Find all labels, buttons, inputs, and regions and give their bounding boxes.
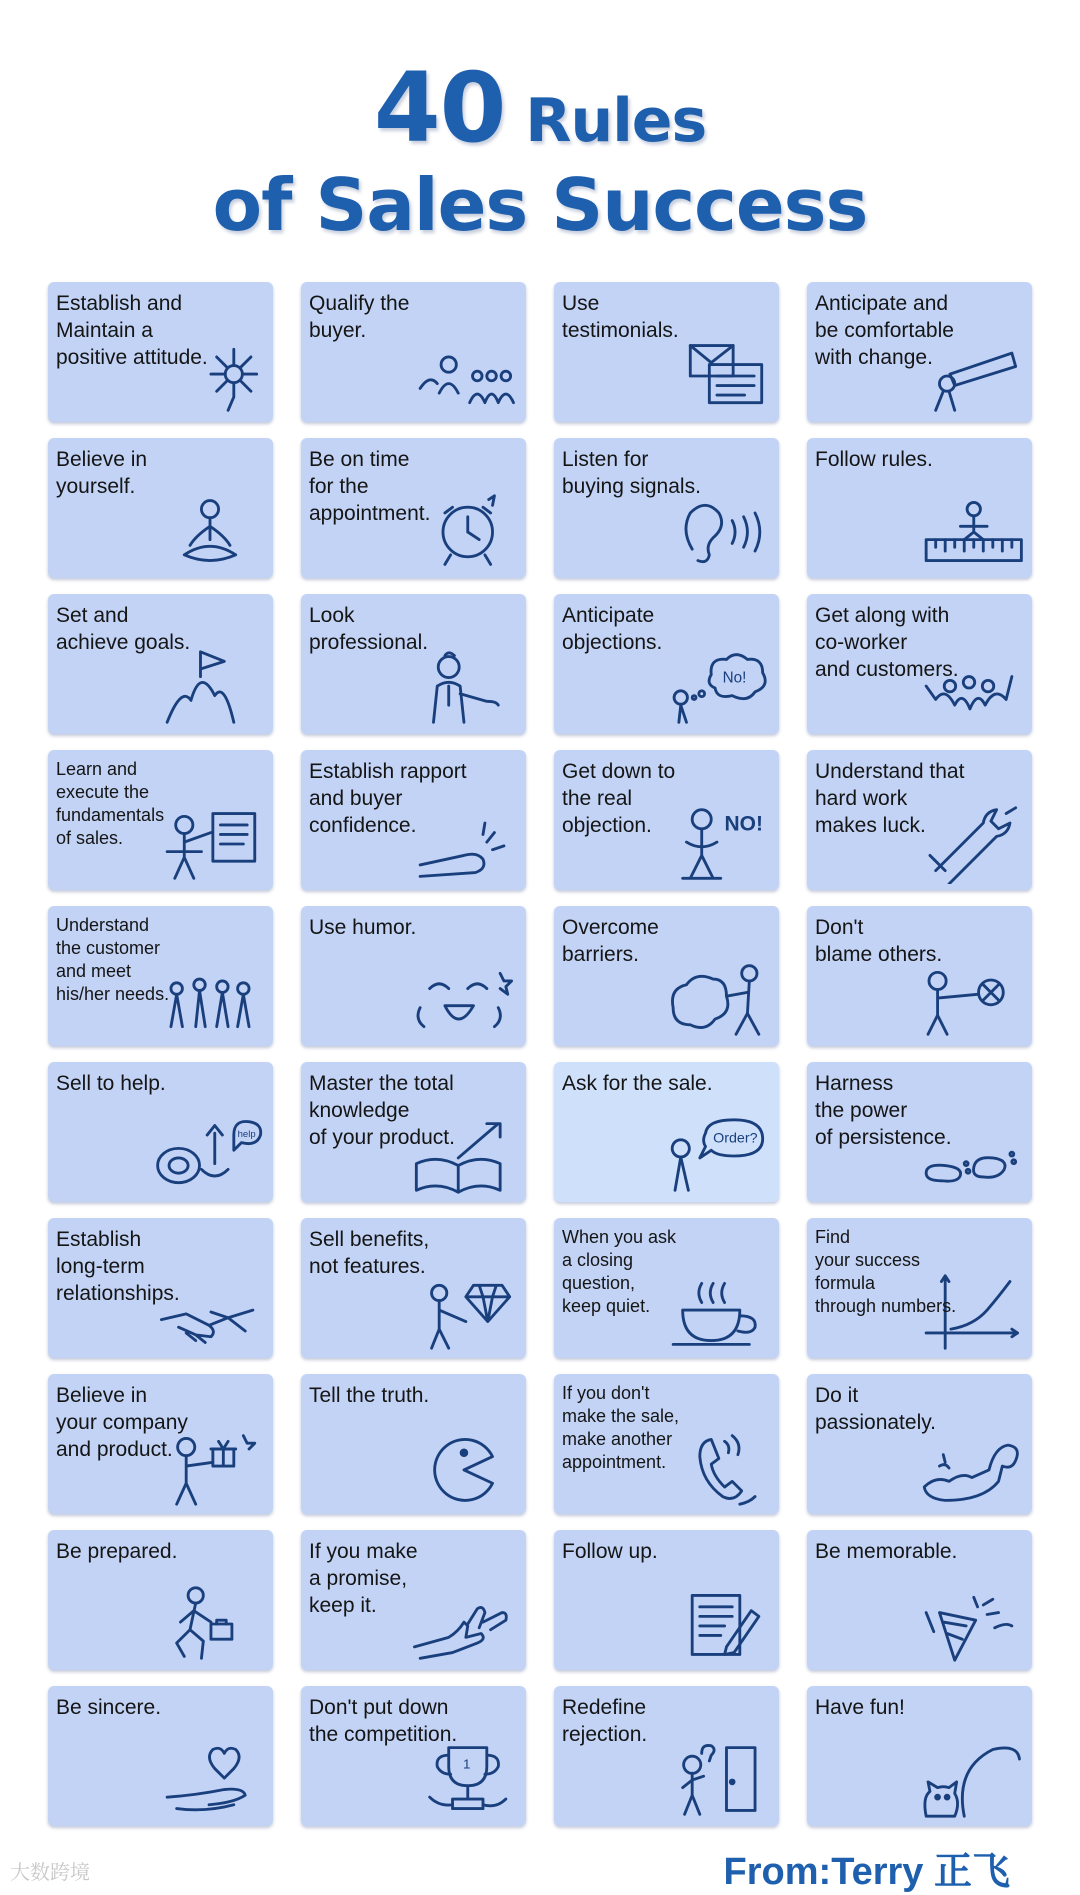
rule-card [301,594,526,734]
rule-card [48,1530,273,1670]
rule-text: Follow up. [562,1540,658,1563]
flag-mountain-icon [155,648,265,728]
rule-text: Anticipate and be comfortable with change. [815,292,954,369]
svg-text:NO!: NO! [724,812,763,836]
rule-text: If you make a promise, keep it. [309,1540,418,1617]
rule-text: Be on time for the appointment. [309,448,431,525]
rule-card [807,1530,1032,1670]
rule-text: Be memorable. [815,1540,958,1563]
rule-text: Listen for buying signals. [562,448,701,498]
rule-card [554,1374,779,1514]
rule-text: Get along with co-worker and customers. [815,604,959,681]
author-credit: From:Terry 正飞 [723,1851,1010,1893]
rule-card [48,282,273,422]
rule-card [48,1374,273,1514]
rule-text: Understand that hard work makes luck. [815,760,965,837]
rule-card [301,750,526,890]
notepad-pen-icon [661,1584,771,1664]
rule-card [807,1218,1032,1358]
professional-person-icon [408,648,518,728]
meditating-person-icon [155,492,265,572]
rule-card [48,906,273,1046]
rule-text: Get down to the real objection. [562,760,676,837]
rule-card [807,750,1032,890]
rule-card [807,1062,1032,1202]
rule-card [48,438,273,578]
rule-card [554,750,779,890]
rule-text: Sell benefits, not features. [309,1228,430,1278]
rule-text: Sell to help. [56,1072,166,1095]
rule-text: Look professional. [309,604,429,654]
ruler-icon [914,492,1024,572]
rule-text: Harness the power of persistence. [815,1072,952,1149]
rule-card [48,1218,273,1358]
rule-text: Establish and Maintain a positive attitude. [56,292,208,369]
rule-card [48,594,273,734]
party-popper-icon [914,1584,1024,1664]
rule-text: Ask for the sale. [562,1072,713,1095]
rule-text: Understand the customer and meet his/her needs. [56,915,170,1004]
rule-card [301,906,526,1046]
rule-text: Don't put down the competition. [309,1696,458,1746]
rule-text: Qualify the buyer. [309,292,410,342]
door-question-icon [661,1740,771,1820]
rule-card [807,1374,1032,1514]
rule-card [554,438,779,578]
diamond-icon [408,1272,518,1352]
rule-text: Be sincere. [56,1696,162,1719]
rule-text: Find your success formula through numbers. [815,1227,957,1316]
rule-text: Redefine rejection. [562,1696,648,1746]
title-word: Rules [525,86,707,156]
pushing-rock-icon [661,960,771,1040]
rule-text: Follow rules. [815,448,933,471]
rule-text: Establish long-term relationships. [56,1228,180,1305]
rule-card [554,1218,779,1358]
rule-card [807,282,1032,422]
rule-text: Believe in yourself. [56,448,148,498]
rule-card [554,1062,779,1202]
rule-text: Use humor. [309,916,417,939]
no-pointing-icon [914,960,1024,1040]
rule-card [807,906,1032,1046]
thought-bubble-icon [661,648,771,728]
envelope-icon [661,336,771,416]
rule-text: Believe in your company and product. [56,1384,188,1461]
people-icon [408,336,518,416]
rule-card [301,1062,526,1202]
rule-text: Tell the truth. [309,1384,430,1407]
rule-card [807,594,1032,734]
rule-card [48,1686,273,1826]
rule-text: Have fun! [815,1696,905,1719]
ear-icon [661,492,771,572]
rule-text: Establish rapport and buyer confidence. [309,760,467,837]
svg-text:help: help [237,1128,256,1140]
rules-grid [48,282,1032,1842]
laughing-face-icon [408,960,518,1040]
page-title-line2: of Sales Success [212,163,868,247]
order-bubble-icon [661,1116,771,1196]
svg-text:No!: No! [722,669,747,687]
rule-card [301,438,526,578]
lifebuoy-icon [155,1116,265,1196]
flexed-arm-icon [914,1428,1024,1508]
trophy-icon [408,1740,518,1820]
rule-card [301,1530,526,1670]
rule-card [807,438,1032,578]
page-title-line1 [0,52,1080,164]
rule-text: Learn and execute the fundamentals of sales. [56,759,165,848]
rule-card [554,906,779,1046]
heart-hand-icon [155,1740,265,1820]
pacman-icon [408,1428,518,1508]
rule-card [301,1374,526,1514]
rule-text: Do it passionately. [815,1384,937,1434]
rule-card [554,1530,779,1670]
rule-text: Overcome barriers. [562,916,659,966]
rule-card [48,750,273,890]
rule-card [301,282,526,422]
rule-text: Be prepared. [56,1540,178,1563]
rule-card [554,282,779,422]
rule-card [301,1218,526,1358]
svg-text:1: 1 [463,1756,471,1772]
title-number: 40 [373,52,506,164]
rule-text: Anticipate objections. [562,604,663,654]
cat-ball-icon [914,1740,1024,1820]
svg-text:Order?: Order? [713,1130,758,1147]
rule-text: Master the total knowledge of your product. [309,1072,455,1149]
rule-card [301,1686,526,1826]
rule-card [554,594,779,734]
rule-text: When you ask a closing question, keep quiet. [562,1227,677,1316]
rule-card [48,1062,273,1202]
rule-text: Use testimonials. [562,292,679,342]
rule-card [554,1686,779,1826]
watermark: 大数跨境 [10,1862,90,1884]
running-briefcase-icon [155,1584,265,1664]
rule-card [807,1686,1032,1826]
rule-text: If you don't make the sale, make another appointment. [562,1383,680,1472]
rule-text: Don't blame others. [815,916,943,966]
rule-text: Set and achieve goals. [56,604,191,654]
